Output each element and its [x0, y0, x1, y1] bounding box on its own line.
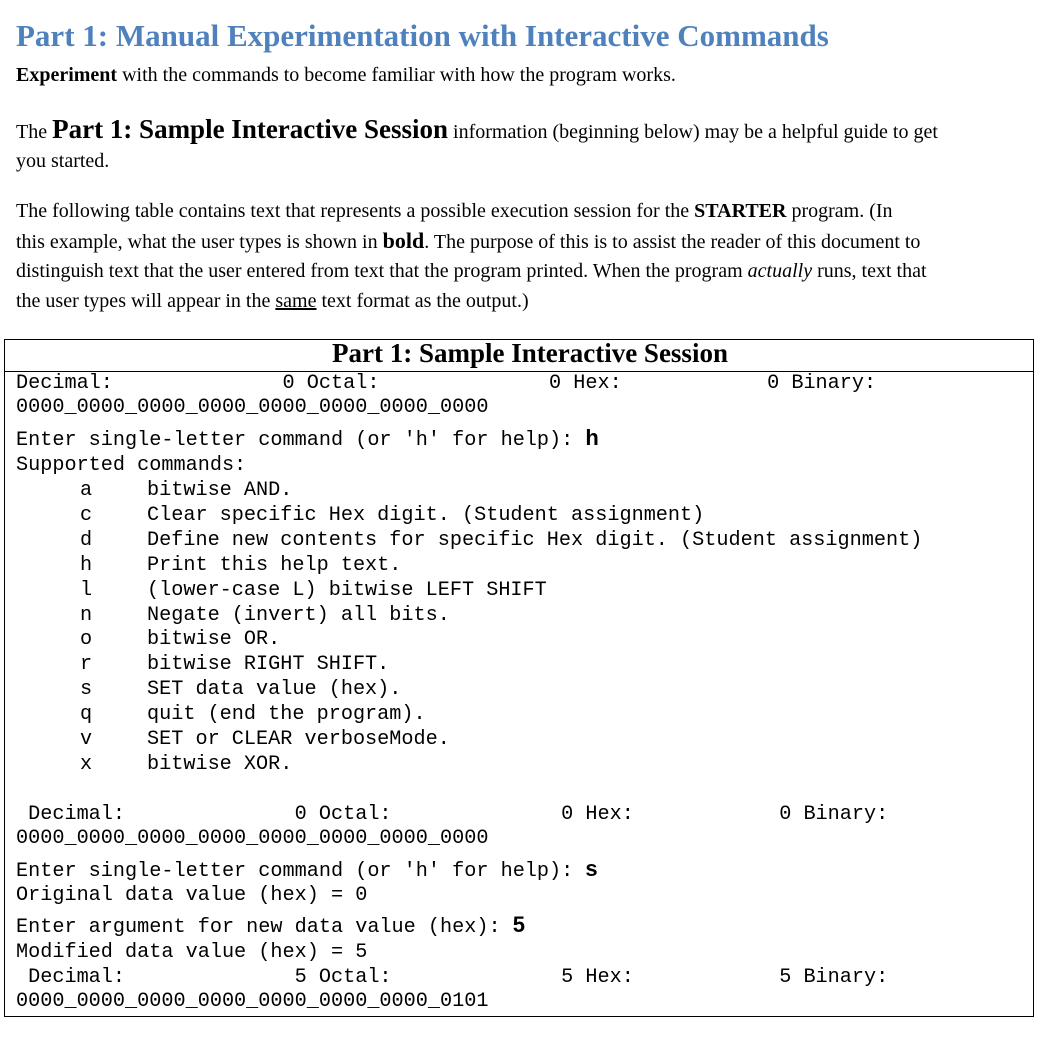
explanation-line-1	[16, 196, 893, 226]
explanation-text: the user types will appear in the	[16, 290, 276, 312]
prompt-line	[16, 913, 525, 940]
command-key: r	[80, 653, 93, 676]
command-key: a	[80, 479, 93, 502]
command-key: v	[80, 728, 93, 751]
command-description: (lower-case L) bitwise LEFT SHIFT	[147, 579, 547, 602]
command-description: Clear specific Hex digit. (Student assignment)	[147, 504, 705, 527]
command-key: q	[80, 703, 93, 726]
explanation-text: program. (In	[786, 200, 893, 222]
prompt-text: Enter argument for new data value (hex):	[16, 916, 513, 939]
explanation-italic: actually	[747, 260, 813, 282]
session-title: Part 1: Sample Interactive Session	[332, 338, 728, 368]
intro-paragraph	[16, 60, 676, 90]
prompt-text: Enter single-letter command (or 'h' for help):	[16, 860, 586, 883]
explanation-line-3	[16, 256, 927, 286]
command-key: l	[80, 579, 93, 602]
command-key: o	[80, 628, 93, 651]
intro-bold: Experiment	[16, 64, 118, 86]
command-key: n	[80, 604, 93, 627]
command-description: SET data value (hex).	[147, 678, 402, 701]
intro-text: with the commands to become familiar with how the program works.	[117, 64, 676, 86]
explanation-text: this example, what the user types is shown in	[16, 231, 383, 253]
guide-prefix: The	[16, 121, 53, 143]
original-value-line: Original data value (hex) = 0	[16, 884, 368, 907]
binary-line: 0000_0000_0000_0000_0000_0000_0000_0101	[16, 990, 489, 1013]
explanation-bold: STARTER	[694, 200, 787, 222]
prompt-line	[16, 426, 599, 453]
binary-line: 0000_0000_0000_0000_0000_0000_0000_0000	[16, 396, 489, 419]
guide-bold-title: Part 1: Sample Interactive Session	[52, 114, 449, 144]
command-description: bitwise XOR.	[147, 753, 293, 776]
guide-suffix: information (beginning below) may be a helpful guide to get	[448, 121, 938, 143]
command-key: h	[80, 554, 93, 577]
command-description: bitwise AND.	[147, 479, 293, 502]
prompt-line	[16, 857, 598, 884]
supported-commands-label: Supported commands:	[16, 454, 247, 477]
status-line: Decimal: 5 Octal: 5 Hex: 5 Binary:	[16, 966, 889, 989]
command-description: quit (end the program).	[147, 703, 426, 726]
explanation-text: runs, text that	[812, 260, 927, 282]
command-key: x	[80, 753, 93, 776]
prompt-text: Enter single-letter command (or 'h' for help):	[16, 429, 586, 452]
status-line: Decimal: 0 Octal: 0 Hex: 0 Binary:	[16, 803, 889, 826]
guide-paragraph	[16, 114, 938, 147]
explanation-line-2	[16, 226, 920, 257]
modified-value-line: Modified data value (hex) = 5	[16, 941, 368, 964]
user-input: h	[585, 425, 599, 450]
explanation-bold: bold	[382, 228, 425, 253]
explanation-text: distinguish text that the user entered from text that the program printed. When the program	[16, 260, 748, 282]
command-description: Define new contents for specific Hex digit. (Student assignment)	[147, 529, 923, 552]
explanation-line-4	[16, 286, 529, 316]
command-key: s	[80, 678, 93, 701]
explanation-text: The following table contains text that represents a possible execution session for the	[16, 200, 695, 222]
command-description: SET or CLEAR verboseMode.	[147, 728, 450, 751]
command-key: c	[80, 504, 93, 527]
command-description: bitwise OR.	[147, 628, 281, 651]
explanation-underline: same	[275, 290, 317, 312]
guide-line2: you started.	[16, 150, 110, 172]
command-description: Negate (invert) all bits.	[147, 604, 450, 627]
user-input: s	[585, 856, 598, 881]
user-input: 5	[512, 912, 525, 937]
section-heading: Part 1: Manual Experimentation with Interactive Commands	[16, 18, 829, 53]
command-description: bitwise RIGHT SHIFT.	[147, 653, 390, 676]
explanation-text: . The purpose of this is to assist the reader of this document to	[424, 231, 921, 253]
binary-line: 0000_0000_0000_0000_0000_0000_0000_0000	[16, 827, 489, 850]
status-line: Decimal: 0 Octal: 0 Hex: 0 Binary:	[16, 372, 877, 395]
command-key: d	[80, 529, 93, 552]
command-description: Print this help text.	[147, 554, 402, 577]
explanation-text: text format as the output.)	[316, 290, 529, 312]
